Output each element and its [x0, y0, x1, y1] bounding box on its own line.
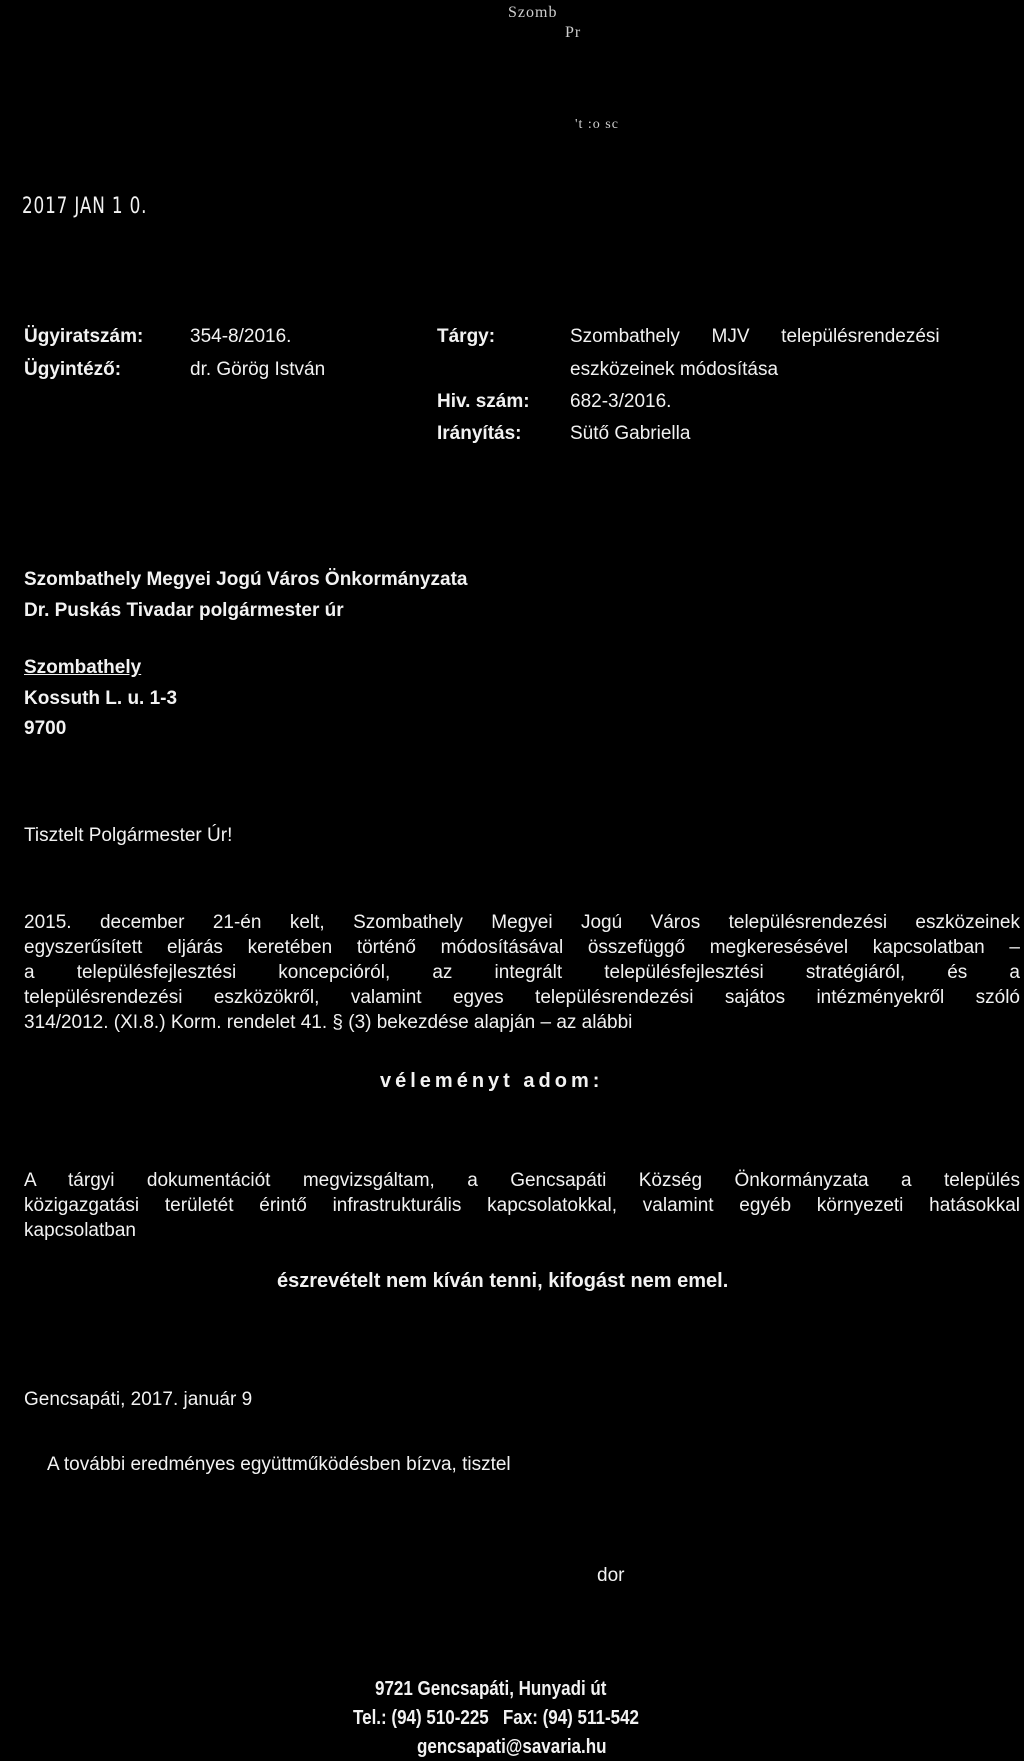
body-p2-line-1: A tárgyi dokumentációt megvizsgáltam, a Gencsapáti Község Önkormányzata a település [24, 1170, 1020, 1191]
subject-label: Tárgy: [437, 326, 496, 347]
opinion-heading: véleményt adom: [380, 1070, 604, 1092]
stamp-fragment-3: 't :o sc [575, 117, 619, 132]
salutation: Tisztelt Polgármester Úr! [24, 825, 233, 846]
footer-address: 9721 Gencsapáti, Hunyadi út [375, 1678, 607, 1700]
footer-phone-fax: Tel.: (94) 510-225 Fax: (94) 511-542 [353, 1707, 640, 1729]
body-p1-line-4: településrendezési eszközökről, valamint egyes településrendezési sajátos intézményekről szóló [24, 987, 1020, 1009]
subject-value-line1: Szombathely MJV településrendezési [570, 326, 940, 347]
reference-number-value: 682-3/2016. [570, 391, 672, 412]
direction-value: Sütő Gabriella [570, 423, 691, 444]
recipient-person: Dr. Puskás Tivadar polgármester úr [24, 600, 344, 621]
direction-label: Irányítás: [437, 423, 522, 444]
received-date-stamp: 2017 JAN 1 0. [22, 194, 148, 219]
stamp-fragment-1: Szomb [508, 4, 558, 21]
signature-title-fragment: dor [597, 1565, 625, 1586]
body-p2-line-2: közigazgatási területét érintő infrastrukturális kapcsolatokkal, valamint egyéb környezeti hatásokkal [24, 1195, 1020, 1217]
footer-email: gencsapati@savaria.hu [417, 1736, 607, 1758]
body-p2-line-3: kapcsolatban [24, 1220, 136, 1242]
closing-line: A további eredményes együttműködésben bízva, tisztel [47, 1454, 511, 1475]
reference-number-label: Hiv. szám: [437, 391, 530, 412]
recipient-zip: 9700 [24, 718, 67, 739]
case-number-label: Ügyiratszám: [24, 326, 144, 347]
place-and-date: Gencsapáti, 2017. január 9 [24, 1389, 253, 1410]
body-p1-line-3: a településfejlesztési koncepcióról, az integrált településfejlesztési stratégiáról, és a [24, 962, 1020, 984]
recipient-street: Kossuth L. u. 1-3 [24, 688, 178, 709]
body-p1-line-1: 2015. december 21-én kelt, Szombathely Megyei Jogú Város településrendezési eszközeinek [24, 912, 1020, 933]
body-p1-line-2: egyszerűsített eljárás keretében történő módosításával összefüggő megkeresésével kapcsolatban – [24, 937, 1020, 959]
body-p1-line-5: 314/2012. (XI.8.) Korm. rendelet 41. § (3) bekezdése alapján – az alábbi [24, 1012, 633, 1034]
body-paragraph-2 [24, 1168, 1020, 1243]
subject-value-line2: eszközeinek módosítása [570, 359, 779, 380]
statement-no-objection: észrevételt nem kíván tenni, kifogást nem emel. [277, 1270, 729, 1292]
officer-label: Ügyintéző: [24, 359, 122, 380]
recipient-organization: Szombathely Megyei Jogú Város Önkormányzata [24, 569, 468, 590]
stamp-fragment-2: Pr [565, 24, 582, 41]
recipient-city: Szombathely [24, 657, 142, 678]
officer-value: dr. Görög István [190, 359, 326, 380]
case-number-value: 354-8/2016. [190, 326, 292, 347]
body-paragraph-1 [24, 910, 1020, 1035]
